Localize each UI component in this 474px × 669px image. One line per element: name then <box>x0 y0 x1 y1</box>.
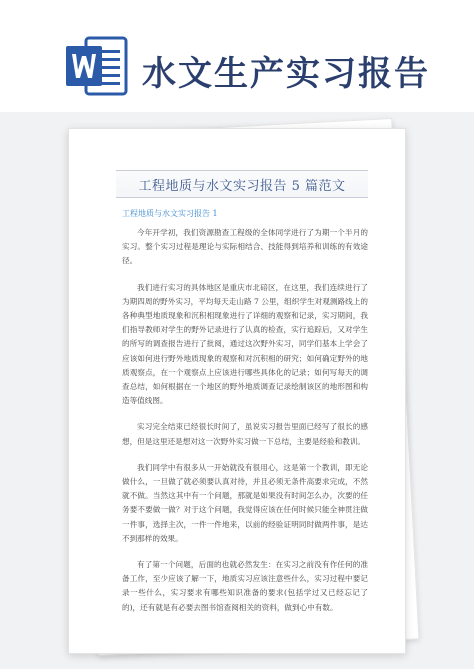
document-title-box <box>116 170 368 198</box>
page-title: 水文生产实习报告 <box>142 54 430 94</box>
document-title: 工程地质与水文实习报告 5 篇范文 <box>138 179 346 194</box>
paragraph: 我们同学中有很多从一开始就没有很用心，这是第一个教训，即无论做什么，一旦做了就必须要认真对待，并且必须无条件高要求完成，不然就不做。当然这其中有一个问题，那就是如果没有时间怎么办，次要的任务要不要做一做？对于这个问题，我觉得应该在任何时候只能全神贯注做一件事，选择主次，一件一件地来，以前的经验证明同时做两件事，是达不到那样的效果。 <box>122 462 368 543</box>
paragraph: 今年开学初，我们资源勘查工程级的全体同学进行了为期一个半月的实习。整个实习过程是理论与实际相结合、技能得到培养和训练的有效途径。 <box>122 228 368 266</box>
document-body <box>122 226 368 627</box>
word-document-icon <box>64 34 130 100</box>
paragraph: 有了第一个问题，后面的也就必然发生：在实习之前没有作任何的准备工作，至少应该了解一下，地质实习应该注意些什么，实习过程中要记录一些什么，实习要求有哪些知识准备的要求(包括学过又已经忘记了的)，还有就是有必要去图书馆查阅相关的资料，做到心中有数。 <box>122 560 368 612</box>
toc-link[interactable]: 工程地质与水文实习报告 1 <box>122 209 218 218</box>
paragraph: 实习完全结束已经很长时间了，虽说实习报告里面已经写了很长的感想，但是这里还是想对这一次野外实习做一下总结，主要是经验和教训。 <box>122 422 368 446</box>
header-banner <box>0 0 474 120</box>
paragraph: 我们进行实习的具体地区是重庆市北碚区，在这里，我们连续进行了为期四周的野外实习，平均每天走山路 7 公里，组织学生对观测路线上的各种典型地质现象和沉积相现象进行了详细的观察和记录，实习期间，我们指导教师对学生的野外记录进行了认真的检查，实行追踪后，又对学生的所写的调查报告进行了批阅，通过这次野外实习，同学们基本上学会了应该如何进行野外地质现象的观察和对沉积相的研究；如何确定野外的地质观察点，在一个观察点上应该进行哪些具体化的记录；如何写每天的调查总结，如何根据在一个地区的野外地质调查记录绘制该区的地形图和构造等值线图。 <box>122 282 368 406</box>
